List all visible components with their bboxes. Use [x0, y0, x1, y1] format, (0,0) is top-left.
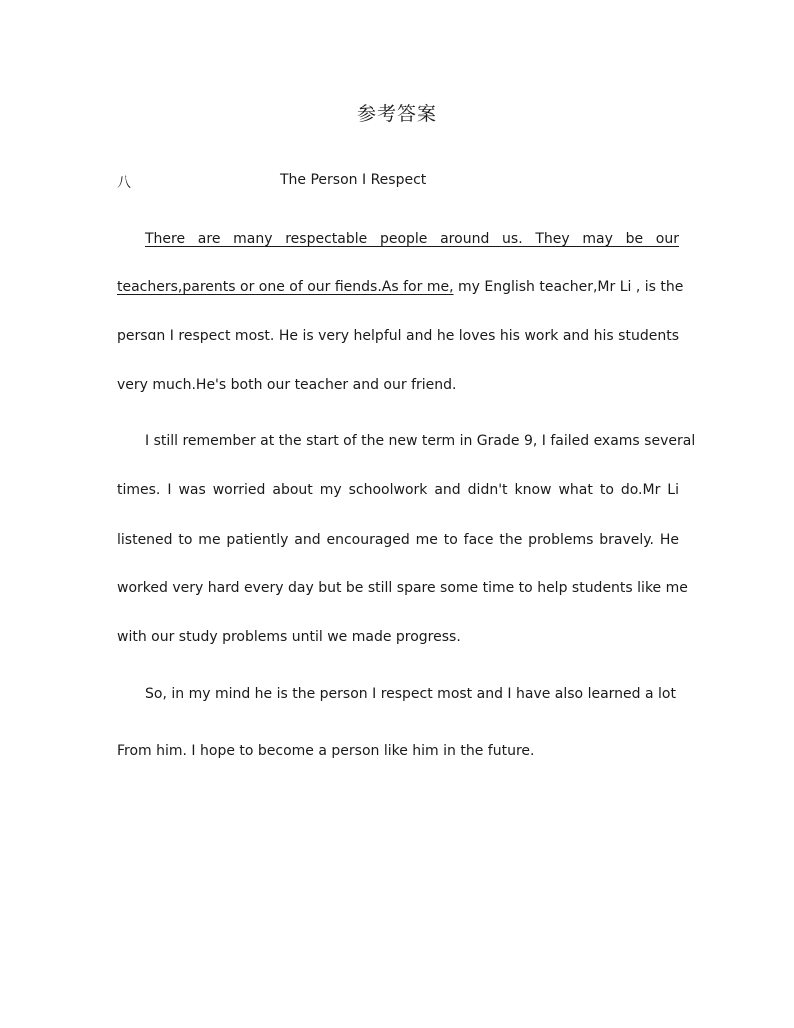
paragraph-3-line-1: So, in my mind he is the person I respect most and I have also learned a lot — [145, 686, 676, 702]
paragraph-2-line-3: listened to me patiently and encouraged me to face the problems bravely. He — [117, 532, 679, 548]
paragraph-1-line-1 — [145, 229, 679, 249]
paragraph-3-line-2: From him. I hope to become a person like him in the future. — [117, 743, 535, 759]
paragraph-1-line-2 — [117, 277, 684, 297]
underlined-text: teachers,parents or one of our fiends.As for me, — [117, 279, 454, 295]
page-title: 参考答案 — [356, 103, 437, 125]
section-marker: 八 — [117, 175, 131, 191]
paragraph-2-line-2: times. I was worried about my schoolwork and didn't know what to do.Mr Li — [117, 482, 679, 498]
paragraph-1-line-4: very much.He's both our teacher and our friend. — [117, 377, 457, 393]
essay-title: The Person I Respect — [280, 172, 427, 188]
paragraph-2-line-1: I still remember at the start of the new term in Grade 9, I failed exams several — [145, 433, 696, 449]
paragraph-1-line-3: persɑn I respect most. He is very helpful and he loves his work and his students — [117, 328, 679, 344]
section-heading-row — [117, 172, 679, 194]
paragraph-2-line-5: with our study problems until we made progress. — [117, 629, 461, 645]
paragraph-2-line-4: worked very hard every day but be still spare some time to help students like me — [117, 580, 688, 596]
paragraph-text: my English teacher,Mr Li , is the — [453, 279, 684, 295]
underlined-text: There are many respectable people around us. They may be our — [145, 231, 679, 247]
